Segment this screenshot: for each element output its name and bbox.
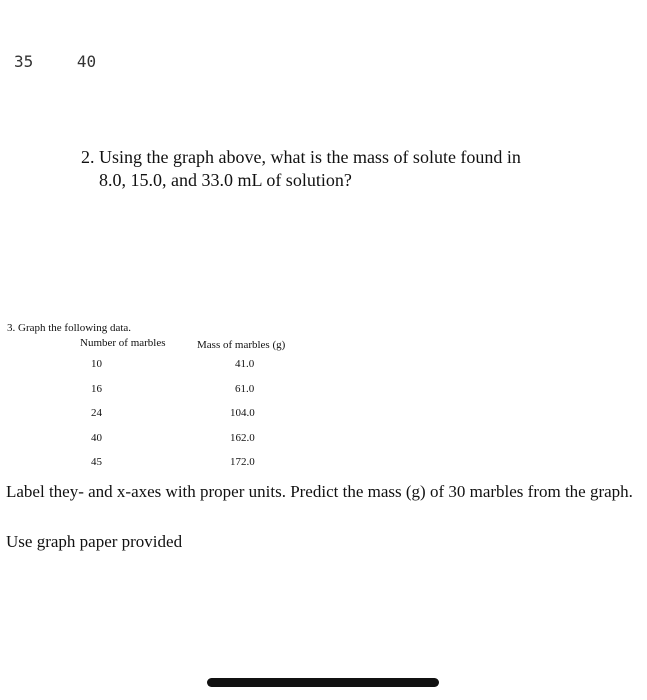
table-cell-mass: 61.0 [235, 383, 255, 395]
table-cell-marbles: 24 [91, 407, 102, 419]
top-axis-numbers [14, 52, 96, 71]
table-cell-marbles: 10 [91, 358, 102, 370]
table-cell-mass: 104.0 [230, 407, 255, 419]
axis-number-35: 35 [14, 52, 34, 71]
header-mass-of-marbles: Mass of marbles (g) [197, 339, 286, 351]
question-2 [81, 146, 541, 192]
axis-number-40: 40 [76, 52, 97, 71]
table-cell-mass: 41.0 [235, 358, 255, 370]
header-number-of-marbles: Number of marbles [80, 337, 166, 349]
table-cell-mass: 162.0 [230, 432, 255, 444]
table-cell-marbles: 45 [91, 456, 102, 468]
table-cell-mass: 172.0 [230, 456, 255, 468]
question-2-line-2: 8.0, 15.0, and 33.0 mL of solution? [99, 170, 352, 190]
question-2-line-1: 2. Using the graph above, what is the mass of solute found in [81, 147, 521, 167]
table-cell-marbles: 40 [91, 432, 102, 444]
home-indicator[interactable] [207, 678, 439, 687]
question-3-title: 3. Graph the following data. [7, 322, 132, 334]
question-3-instruction: Label they- and x-axes with proper units. Predict the mass (g) of 30 marbles from the graph. [6, 482, 633, 501]
question-3-note: Use graph paper provided [6, 532, 183, 551]
table-cell-marbles: 16 [91, 383, 102, 395]
